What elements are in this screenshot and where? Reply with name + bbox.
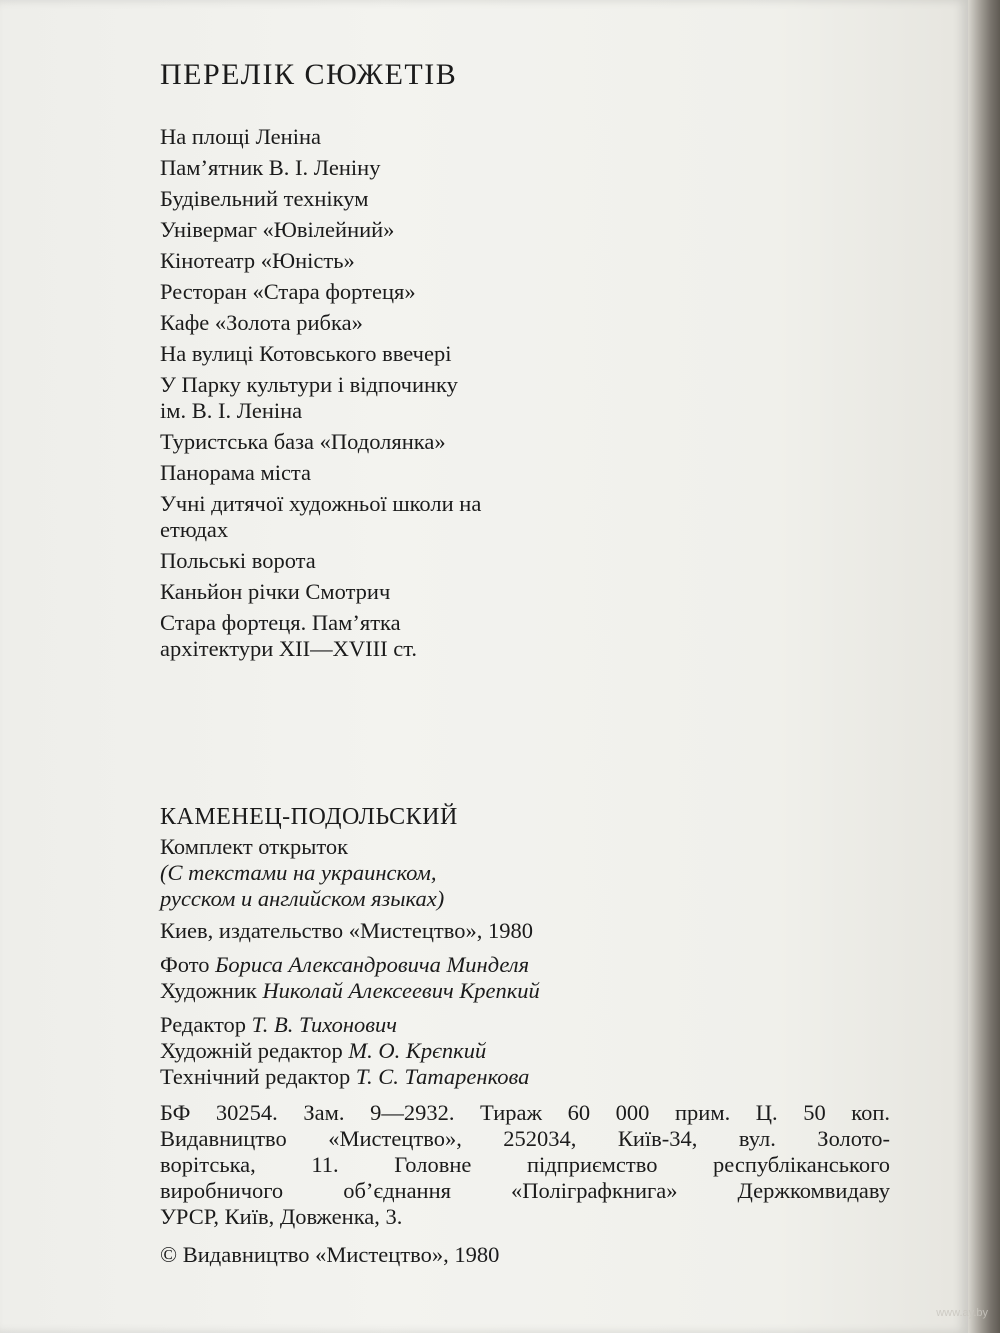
contents-item: Кафе «Золота рибка» xyxy=(160,310,363,335)
contents-item: Стара фортеця. Пам’ятка архітектури XII—XVIII ст. xyxy=(160,610,417,661)
imprint-languages: русском и английском языках) xyxy=(160,886,445,911)
contents-item: У Парку культури і відпочинку ім. В. І. Леніна xyxy=(160,372,458,423)
page-edge-shadow xyxy=(968,0,1000,1333)
credit-photo: Фото Бориса Александровича Минделя xyxy=(160,952,530,977)
contents-item: Кінотеатр «Юність» xyxy=(160,248,355,273)
contents-item: Каньйон річки Смотрич xyxy=(160,579,391,604)
imprint-publisher: Киев, издательство «Мистецтво», 1980 xyxy=(160,918,533,943)
contents-item: Пам’ятник В. І. Леніну xyxy=(160,155,381,180)
credit-art-editor: Художній редактор М. О. Крєпкий xyxy=(160,1038,487,1063)
contents-item: Польські ворота xyxy=(160,548,316,573)
credit-tech-editor: Технічний редактор Т. С. Татаренкова xyxy=(160,1064,530,1089)
contents-item: Туристська база «Подолянка» xyxy=(160,429,446,454)
imprint-languages: (С текстами на украинском, xyxy=(160,860,437,885)
contents-item: Панорама міста xyxy=(160,460,312,485)
bibliographic-info: БФ 30254. Зам. 9—2932. Тираж 60 000 прим. Ц. 50 коп. Видавництво «Мистецтво», 252034, Київ-34, вул. Золото- ворітська, 11. Головне підприємство республіканського виробничого об’єднання «Поліграфкнига» Держкомвидаву УРСР, Київ, Довженка, 3. xyxy=(160,1100,890,1229)
site-watermark: www.ay.by xyxy=(936,1307,988,1319)
credit-artist: Художник Николай Алексеевич Крепкий xyxy=(160,978,540,1003)
credit-editor: Редактор Т. В. Тихонович xyxy=(160,1012,398,1037)
contents-item: На вулиці Котовського ввечері xyxy=(160,341,452,366)
contents-list xyxy=(160,124,720,667)
contents-item: На площі Леніна xyxy=(160,124,321,149)
copyright-line: © Видавництво «Мистецтво», 1980 xyxy=(160,1242,500,1267)
contents-item: Ресторан «Стара фортеця» xyxy=(160,279,416,304)
imprint-title: КАМЕНЕЦ-ПОДОЛЬСКИЙ xyxy=(160,804,458,830)
imprint-subtitle: Комплект открыток xyxy=(160,834,349,859)
contents-item: Будівельний технікум xyxy=(160,186,369,211)
contents-heading: ПЕРЕЛІК СЮЖЕТІВ xyxy=(160,58,458,91)
imprint-block xyxy=(160,804,920,1268)
contents-item: Універмаг «Ювілейний» xyxy=(160,217,395,242)
contents-item: Учні дитячої художньої школи на етюдах xyxy=(160,491,482,542)
